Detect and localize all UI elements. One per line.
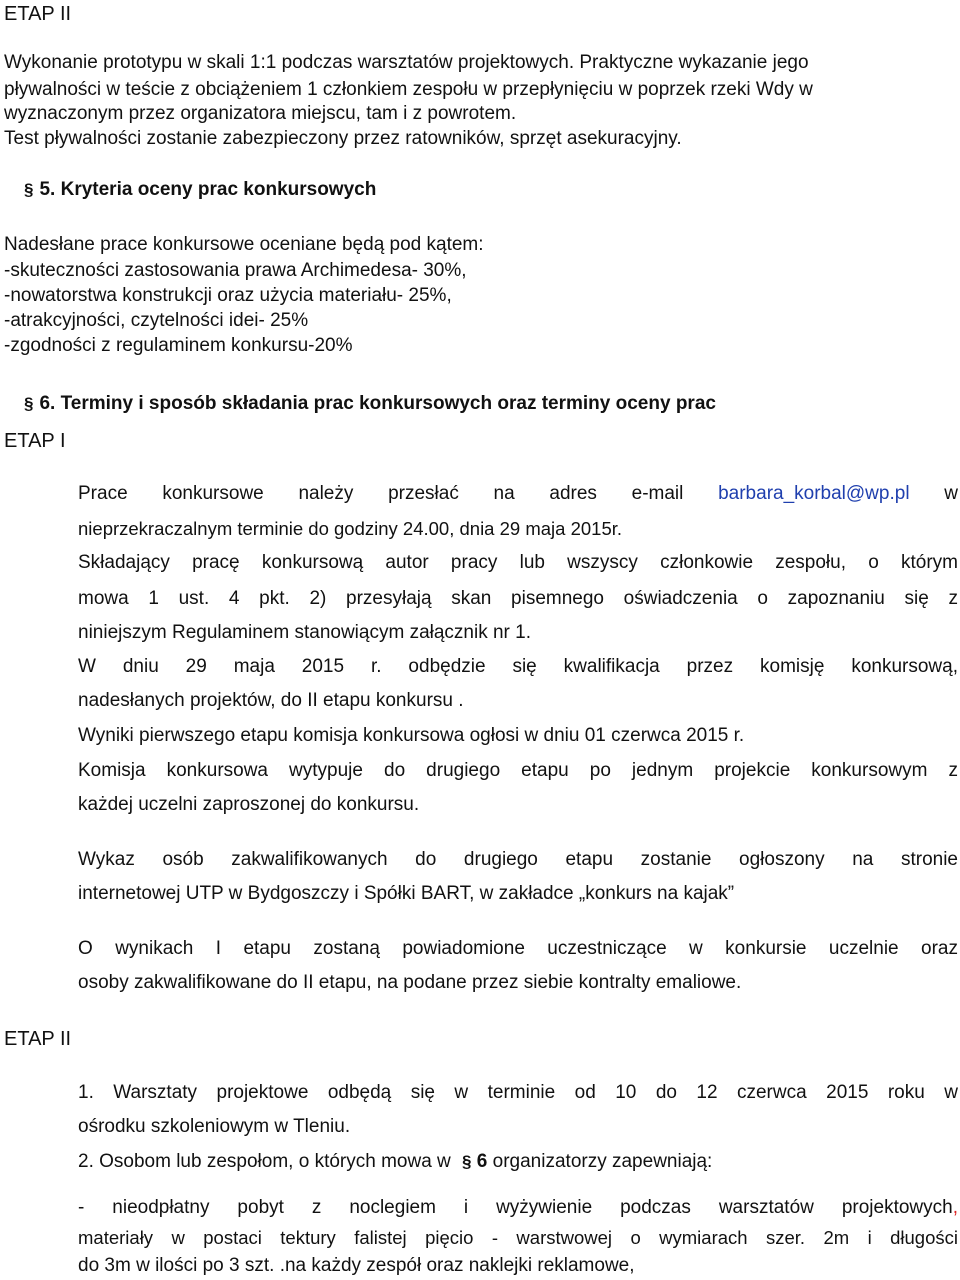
criteria-intro: Nadesłane prace konkursowe oceniane będą pod kątem: [4, 234, 484, 255]
item-2-line: 2. Osobom lub zespołom, o których mowa w § 6 organizatorzy zapewniają: [78, 1151, 713, 1172]
section-symbol: § [462, 1152, 472, 1171]
bullet-line-3: do 3m w ilości po 3 szt. .na każdy zespół oraz naklejki reklamowe, [78, 1255, 635, 1276]
p5-line-2: każdej uczelni zaproszonej do konkursu. [78, 794, 420, 815]
section-symbol: § [24, 394, 34, 413]
section-6-heading [24, 393, 716, 415]
section-5-heading [24, 179, 376, 201]
section-6-title: 6. Terminy i sposób składania prac konkursowych oraz terminy oceny prac [39, 393, 716, 414]
email-link[interactable]: barbara_korbal@wp.pl [718, 483, 910, 504]
item-1-line-2: ośrodku szkoleniowym w Tleniu. [78, 1116, 351, 1137]
p2-line-2: mowa 1 ust. 4 pkt. 2) przesyłają skan pisemnego oświadczenia o zapoznaniu się z [78, 588, 958, 609]
p1-line-1: Prace konkursowe należy przesłać na adres e-mail barbara_korbal@wp.pl w [78, 483, 958, 504]
p6-line-2: internetowej UTP w Bydgoszczy i Spółki BART, w zakładce „konkurs na kajak” [78, 883, 735, 904]
p3-line-2: nadesłanych projektów, do II etapu konkursu . [78, 690, 464, 711]
p5-line-1: Komisja konkursowa wytypuje do drugiego etapu po jednym projekcie konkursowym z [78, 760, 958, 781]
criteria-item-1: -skuteczności zastosowania prawa Archimedesa- 30%, [4, 260, 467, 281]
p2-line-3: niniejszym Regulaminem stanowiącym załącznik nr 1. [78, 622, 532, 643]
bullet-line-2: materiały w postaci tektury falistej pięcio - warstwowej o wymiarach szer. 2m i długości [78, 1227, 958, 1248]
p4-line-1: Wyniki pierwszego etapu komisja konkursowa ogłosi w dniu 01 czerwca 2015 r. [78, 725, 745, 746]
intro-line-3: wyznaczonym przez organizatora miejscu, tam i z powrotem. [4, 103, 517, 124]
section-symbol: § [24, 180, 34, 199]
etap2-title-top: ETAP II [4, 3, 72, 25]
criteria-item-4: -zgodności z regulaminem konkursu-20% [4, 335, 353, 356]
p7-line-2: osoby zakwalifikowane do II etapu, na podane przez siebie kontralty emaliowe. [78, 972, 742, 993]
etap1-label: ETAP I [4, 430, 66, 452]
item-1-line-1: 1. Warsztaty projektowe odbędą się w terminie od 10 do 12 czerwca 2015 roku w [78, 1082, 958, 1103]
section-5-title: 5. Kryteria oceny prac konkursowych [39, 179, 377, 200]
intro-line-4: Test pływalności zostanie zabezpieczony przez ratowników, sprzęt asekuracyjny. [4, 128, 682, 149]
p7-line-1: O wynikach I etapu zostaną powiadomione uczestniczące w konkursie uczelnie oraz [78, 938, 958, 959]
p3-line-1: W dniu 29 maja 2015 r. odbędzie się kwalifikacja przez komisję konkursową, [78, 656, 958, 677]
intro-line-1: Wykonanie prototypu w skali 1:1 podczas warsztatów projektowych. Praktyczne wykazanie jego [4, 52, 809, 73]
bullet-line-1: - nieodpłatny pobyt z noclegiem i wyżywienie podczas warsztatów projektowych, [78, 1197, 958, 1218]
intro-line-2: pływalności w teście z obciążeniem 1 członkiem zespołu w przepłynięciu w poprzek rzeki Wdy w [4, 79, 813, 100]
p6-line-1: Wykaz osób zakwalifikowanych do drugiego etapu zostanie ogłoszony na stronie [78, 849, 958, 870]
p1-line-2: nieprzekraczalnym terminie do godziny 24.00, dnia 29 maja 2015r. [78, 518, 623, 539]
etap2-label: ETAP II [4, 1028, 72, 1050]
p2-line-1: Składający pracę konkursową autor pracy lub wszyscy członkowie zespołu, o którym [78, 552, 958, 573]
criteria-item-2: -nowatorstwa konstrukcji oraz użycia materiału- 25%, [4, 285, 452, 306]
criteria-item-3: -atrakcyjności, czytelności idei- 25% [4, 310, 309, 331]
